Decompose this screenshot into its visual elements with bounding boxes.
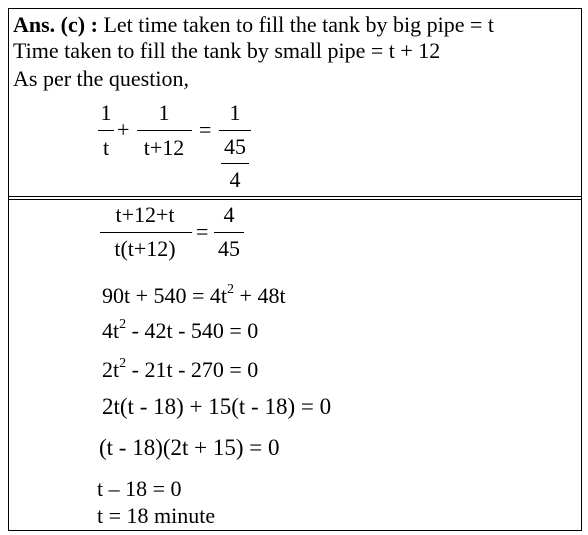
eq1-plus: + [117, 117, 130, 142]
eq2-rhs-den: 45 [218, 236, 240, 261]
step-4: 2t(t - 18) + 15(t - 18) = 0 [102, 394, 332, 419]
eq1-frac1-den: t [102, 135, 110, 160]
eq1-frac3-inner-bar [221, 163, 249, 164]
eq2-rhs-bar [214, 232, 244, 233]
step-3-tail: - 21t - 270 = 0 [126, 357, 259, 382]
step-2-exponent: 2 [119, 316, 127, 332]
eq1-frac3-num: 1 [229, 100, 241, 125]
eq2-bar [100, 232, 192, 233]
eq1-frac2-bar [137, 130, 192, 131]
step-1 [102, 283, 286, 309]
step-1-tail: + 48t [234, 283, 286, 308]
eq2-rhs-num: 4 [223, 202, 235, 227]
step-1-text: 90t + 540 = 4t [102, 283, 228, 308]
step-1-exponent: 2 [227, 281, 235, 297]
section-divider-top [8, 196, 582, 197]
eq2-den: t(t+12) [114, 236, 176, 261]
section-divider-bottom [8, 199, 582, 200]
eq1-equals: = [199, 117, 212, 142]
question-line: As per the question, [13, 66, 189, 91]
step-7: t = 18 minute [97, 503, 216, 528]
step-2-tail: - 42t - 540 = 0 [126, 318, 259, 343]
eq1-frac2-num: 1 [158, 100, 170, 125]
eq1-frac1-num: 1 [100, 100, 112, 125]
eq2-equals: = [196, 219, 209, 244]
eq1-frac3-den-num: 45 [224, 134, 246, 159]
step-2-text: 4t [102, 318, 120, 343]
step-5: (t - 18)(2t + 15) = 0 [99, 435, 280, 460]
eq1-frac3-den-den: 4 [229, 167, 241, 192]
answer-statement: Let time taken to fill the tank by big pipe = t [103, 12, 495, 37]
step-3 [102, 357, 258, 383]
eq1-frac3-bar [219, 130, 251, 131]
step-3-exponent: 2 [119, 355, 127, 371]
eq1-frac2-den: t+12 [143, 135, 185, 160]
eq2-num: t+12+t [115, 202, 175, 227]
small-pipe-line: Time taken to fill the tank by small pipe = t + 12 [13, 38, 441, 63]
eq1-frac1-bar [98, 130, 114, 131]
answer-label: Ans. (c) : [13, 12, 98, 37]
answer-line [13, 12, 494, 38]
step-3-text: 2t [102, 357, 120, 382]
step-2 [102, 318, 258, 344]
step-6: t – 18 = 0 [97, 476, 182, 501]
